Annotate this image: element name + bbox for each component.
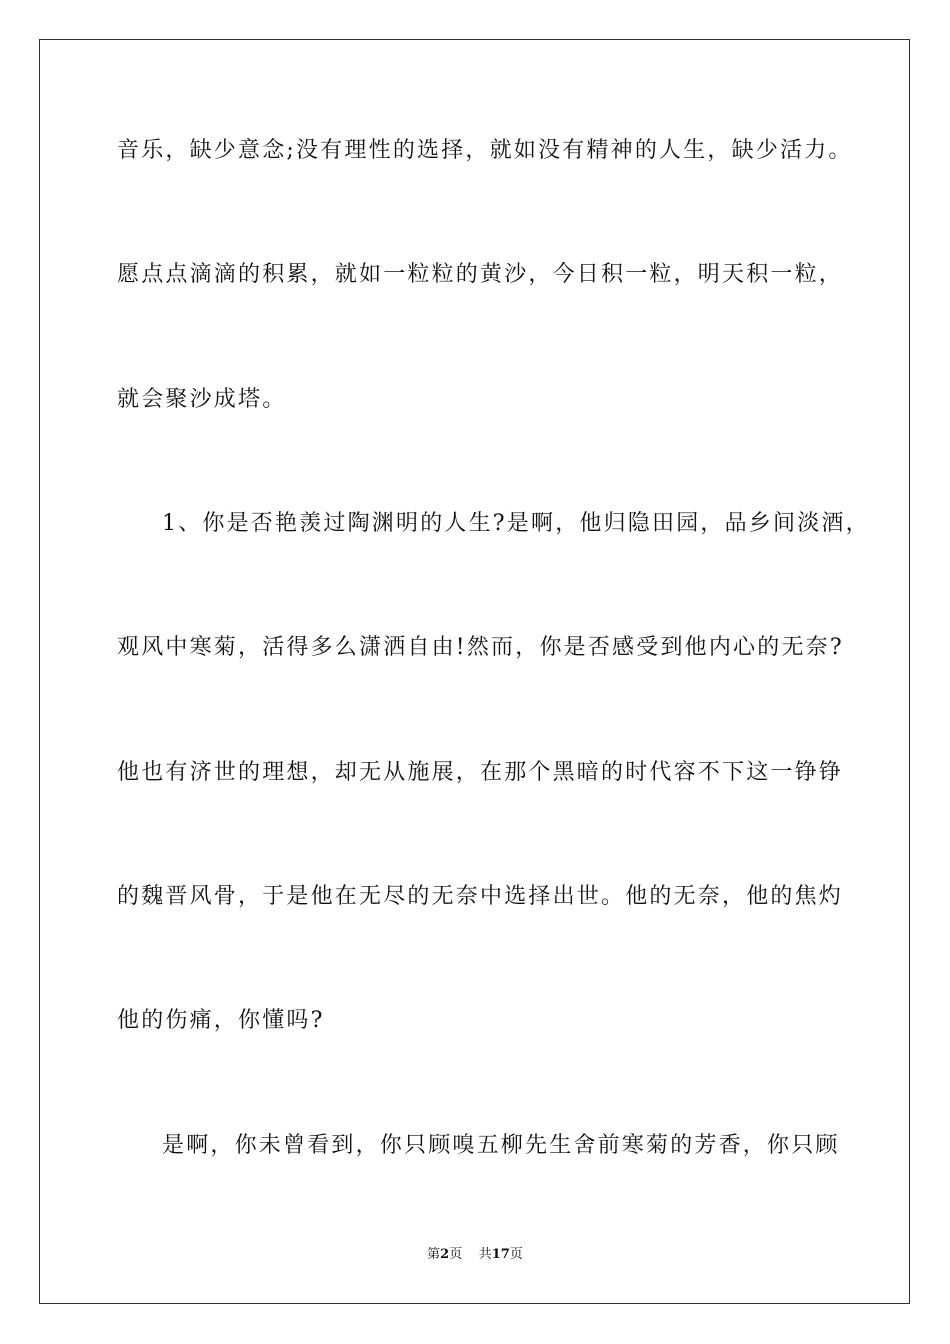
total-pages: 17 bbox=[491, 1247, 510, 1262]
text-line-4: 1、你是否艳羡过陶渊明的人生?是啊，他归隐田园，品乡间淡酒， bbox=[162, 511, 870, 536]
text-line-5: 观风中寒菊，活得多么潇洒自由!然而，你是否感受到他内心的无奈? bbox=[117, 635, 844, 660]
page-prefix: 第 bbox=[427, 1247, 441, 1262]
total-suffix: 页 bbox=[509, 1247, 523, 1262]
page-frame bbox=[39, 39, 910, 1304]
text-line-9: 是啊，你未曾看到，你只顾嗅五柳先生舍前寒菊的芳香，你只顾 bbox=[162, 1133, 840, 1158]
page-number: 2 bbox=[440, 1247, 450, 1262]
text-line-3: 就会聚沙成塔。 bbox=[117, 387, 287, 412]
text-line-7: 的魏晋风骨，于是他在无尽的无奈中选择出世。他的无奈，他的焦灼 bbox=[117, 884, 844, 909]
total-prefix: 共 bbox=[478, 1247, 492, 1262]
text-line-6: 他也有济世的理想，却无从施展，在那个黑暗的时代容不下这一铮铮 bbox=[117, 760, 844, 785]
page-suffix: 页 bbox=[449, 1247, 463, 1262]
page-footer bbox=[0, 1246, 950, 1264]
text-line-1: 音乐，缺少意念;没有理性的选择，就如没有精神的人生，缺少活力。 bbox=[117, 138, 853, 163]
text-line-2: 愿点点滴滴的积累，就如一粒粒的黄沙，今日积一粒，明天积一粒， bbox=[117, 262, 844, 287]
text-line-8: 他的伤痛，你懂吗? bbox=[117, 1008, 325, 1033]
